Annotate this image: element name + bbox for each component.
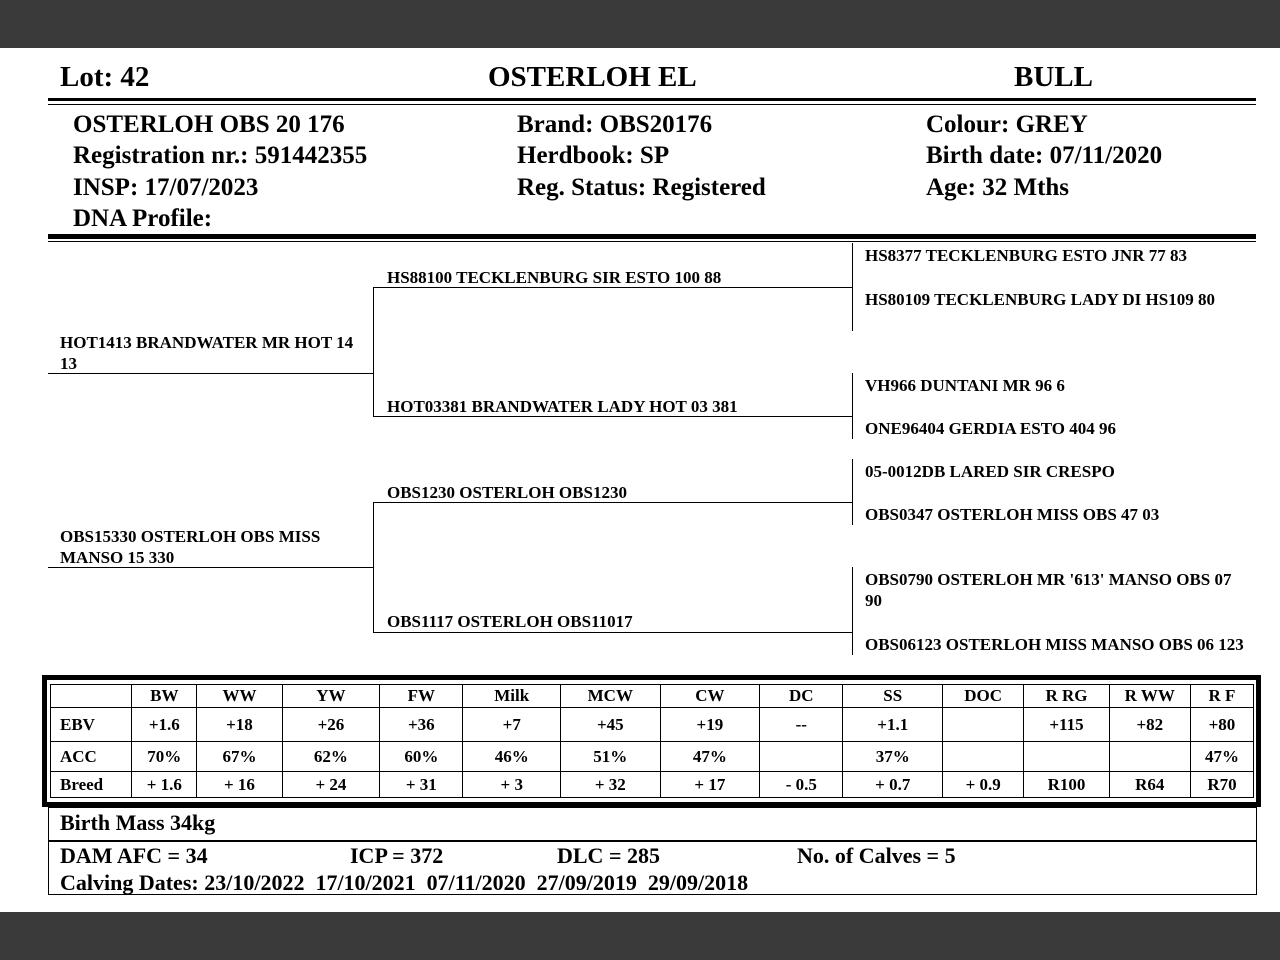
table-cell: 47% xyxy=(1190,742,1253,772)
brand: Brand: OBS20176 xyxy=(517,111,713,138)
acc-row xyxy=(51,742,1254,772)
age: Age: 32 Mths xyxy=(926,174,1070,201)
col-header-doc: DOC xyxy=(943,685,1024,708)
col-header-rf: R F xyxy=(1190,685,1253,708)
table-cell: +115 xyxy=(1024,708,1109,742)
animal-full-name: OSTERLOH OBS 20 176 xyxy=(73,111,345,138)
registration-number: Registration nr.: 591442355 xyxy=(73,142,368,169)
herdbook: Herdbook: SP xyxy=(517,142,670,169)
table-cell: 46% xyxy=(463,742,561,772)
dam-line xyxy=(48,567,374,568)
dlc: DLC = 285 xyxy=(557,843,660,868)
table-cell xyxy=(1024,742,1109,772)
table-cell: +1.6 xyxy=(132,708,197,742)
table-cell xyxy=(1109,742,1190,772)
colour: Colour: GREY xyxy=(926,111,1088,138)
col-header-dc: DC xyxy=(760,685,843,708)
table-cell: + 32 xyxy=(561,772,661,798)
pedigree-ggp-6: OBS0347 OSTERLOH MISS OBS 47 03 xyxy=(865,505,1160,524)
table-cell: -- xyxy=(760,708,843,742)
table-cell: +45 xyxy=(561,708,661,742)
pedigree-dam-sire: OBS1230 OSTERLOH OBS1230 xyxy=(387,483,627,502)
table-cell: +80 xyxy=(1190,708,1253,742)
ebv-header-row xyxy=(51,685,1254,708)
animal-short-name: OSTERLOH EL xyxy=(488,61,697,93)
table-cell xyxy=(943,742,1024,772)
table-cell: + 17 xyxy=(660,772,760,798)
table-cell: 62% xyxy=(282,742,380,772)
ebv-table xyxy=(50,684,1254,798)
lot-number: Lot: 42 xyxy=(60,61,150,93)
pedigree-ggp-4: ONE96404 GERDIA ESTO 404 96 xyxy=(865,419,1116,438)
col-header-rrg: R RG xyxy=(1024,685,1109,708)
gen2-bracket-4 xyxy=(852,567,853,655)
col-header-rww: R WW xyxy=(1109,685,1190,708)
pedigree-dam: OBS15330 OSTERLOH OBS MISS MANSO 15 330 xyxy=(60,527,321,567)
catalogue-page xyxy=(0,48,1280,912)
header-rule-thin xyxy=(48,104,1256,105)
table-cell: +19 xyxy=(660,708,760,742)
pedigree-ggp-8: OBS06123 OSTERLOH MISS MANSO OBS 06 123 xyxy=(865,635,1244,654)
birth-mass: Birth Mass 34kg xyxy=(60,810,216,835)
table-cell: + 3 xyxy=(463,772,561,798)
col-header-milk: Milk xyxy=(463,685,561,708)
table-cell: + 31 xyxy=(380,772,463,798)
table-cell xyxy=(943,708,1024,742)
pedigree-ggp-3: VH966 DUNTANI MR 96 6 xyxy=(865,376,1065,395)
col-header-yw: YW xyxy=(282,685,380,708)
ebv-row xyxy=(51,708,1254,742)
pedigree-ggp-1: HS8377 TECKLENBURG ESTO JNR 77 83 xyxy=(865,246,1187,265)
table-cell: +7 xyxy=(463,708,561,742)
header-rule-thick xyxy=(48,98,1256,101)
animal-sex: BULL xyxy=(1014,61,1093,93)
table-cell: + 1.6 xyxy=(132,772,197,798)
table-cell: 70% xyxy=(132,742,197,772)
table-cell: + 0.9 xyxy=(943,772,1024,798)
pedigree-ggp-7: OBS0790 OSTERLOH MR '613' MANSO OBS 07 90 xyxy=(865,570,1232,610)
number-of-calves: No. of Calves = 5 xyxy=(797,843,956,868)
table-cell: + 16 xyxy=(197,772,282,798)
calving-dates: Calving Dates: 23/10/2022 17/10/2021 07/11/2020 27/09/2019 29/09/2018 xyxy=(60,870,749,895)
info-rule-thin xyxy=(48,241,1256,242)
table-cell: 51% xyxy=(561,742,661,772)
dna-profile: DNA Profile: xyxy=(73,205,213,232)
col-header-blank xyxy=(51,685,132,708)
row-label-acc: ACC xyxy=(51,742,132,772)
pedigree-dam-dam: OBS1117 OSTERLOH OBS11017 xyxy=(387,612,633,631)
table-cell: + 0.7 xyxy=(843,772,943,798)
dam-bracket xyxy=(373,503,374,633)
sire-bracket xyxy=(373,287,374,417)
table-cell: R70 xyxy=(1190,772,1253,798)
inspection-date: INSP: 17/07/2023 xyxy=(73,174,259,201)
sire-sire-line xyxy=(373,287,853,288)
table-cell: - 0.5 xyxy=(760,772,843,798)
table-cell: +26 xyxy=(282,708,380,742)
gen2-bracket-1 xyxy=(852,243,853,331)
table-cell: +82 xyxy=(1109,708,1190,742)
pedigree-ggp-2: HS80109 TECKLENBURG LADY DI HS109 80 xyxy=(865,290,1215,309)
col-header-ss: SS xyxy=(843,685,943,708)
registration-status: Reg. Status: Registered xyxy=(517,174,766,201)
row-label-breed: Breed xyxy=(51,772,132,798)
table-cell: 47% xyxy=(660,742,760,772)
sire-line xyxy=(48,373,374,374)
table-cell xyxy=(760,742,843,772)
dam-sire-line xyxy=(373,502,853,503)
table-cell: R100 xyxy=(1024,772,1109,798)
pedigree-ggp-5: 05-0012DB LARED SIR CRESPO xyxy=(865,462,1115,481)
gen2-bracket-2 xyxy=(852,373,853,439)
dam-afc: DAM AFC = 34 xyxy=(60,843,208,868)
table-cell: 37% xyxy=(843,742,943,772)
col-header-bw: BW xyxy=(132,685,197,708)
gen2-bracket-3 xyxy=(852,459,853,525)
table-cell: + 24 xyxy=(282,772,380,798)
pedigree-sire-sire: HS88100 TECKLENBURG SIR ESTO 100 88 xyxy=(387,268,722,287)
table-cell: 60% xyxy=(380,742,463,772)
table-cell: R64 xyxy=(1109,772,1190,798)
icp: ICP = 372 xyxy=(350,843,444,868)
info-rule-thick xyxy=(48,234,1256,239)
table-cell: +36 xyxy=(380,708,463,742)
table-cell: +18 xyxy=(197,708,282,742)
birth-mass-box xyxy=(48,807,1257,842)
row-label-ebv: EBV xyxy=(51,708,132,742)
breed-row xyxy=(51,772,1254,798)
pedigree-sire-dam: HOT03381 BRANDWATER LADY HOT 03 381 xyxy=(387,397,738,416)
dam-dam-line xyxy=(373,632,853,633)
col-header-ww: WW xyxy=(197,685,282,708)
sire-dam-line xyxy=(373,416,853,417)
table-cell: +1.1 xyxy=(843,708,943,742)
col-header-fw: FW xyxy=(380,685,463,708)
col-header-mcw: MCW xyxy=(561,685,661,708)
col-header-cw: CW xyxy=(660,685,760,708)
pedigree-sire: HOT1413 BRANDWATER MR HOT 14 13 xyxy=(60,333,354,373)
birth-date: Birth date: 07/11/2020 xyxy=(926,142,1163,169)
table-cell: 67% xyxy=(197,742,282,772)
